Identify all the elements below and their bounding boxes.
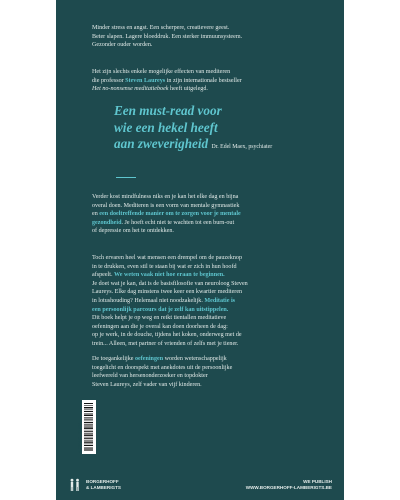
publisher-name: [86, 479, 121, 490]
closing-paragraph: [92, 355, 314, 389]
highlight-text: oefeningen: [134, 356, 164, 362]
text-span: die professor: [92, 77, 126, 84]
text-line: toegelicht en doorspekt met anekdotes uit de persoonlijke: [92, 364, 233, 371]
text-span: in zijn internationale bestseller: [165, 77, 242, 84]
publisher-logo-icon: [68, 478, 82, 492]
divider: [116, 177, 136, 178]
text-line: [92, 355, 314, 364]
quote-line: wie een hekel heeft: [114, 119, 218, 135]
text-line: [92, 77, 314, 86]
text-line: overal doen. Mediteren is een vorm van mentale gymnastiek: [92, 202, 240, 209]
text-line: leefwereld van hersenonderzoeker en topdokter: [92, 373, 208, 380]
text-line: Toch ervaren heel wat mensen een drempel om de pauzeknop: [92, 255, 242, 261]
text-line: [92, 271, 314, 280]
intro-line: Minder stress en angst. Een scherpere, creatievere geest.: [92, 25, 230, 31]
barcode-bars: [82, 400, 96, 454]
text-line: op je werk, in de douche, tijdens het koken, onderweg met de: [92, 332, 242, 339]
isbn-number: 9 789463 932943: [77, 420, 82, 453]
text-line: Laureys. Elke dag minstens twee keer een kwartier mediteren: [92, 289, 243, 296]
text-span: worden wetenschappelijk: [163, 356, 227, 362]
text-line: Verder kost mindfulness niks en je kan het elke dag en bijna: [92, 194, 239, 200]
quote-line: Een must-read voor: [114, 103, 222, 118]
text-line: [92, 306, 314, 315]
book-back-cover: [56, 0, 344, 500]
text-line: trein... Alleen, met partner of vrienden of zelfs met je tiener.: [92, 340, 239, 347]
text-line: Dit boek helpt je op weg en reikt tientallen meditatieve: [92, 315, 227, 322]
we-publish-text: WE PUBLISH: [303, 479, 332, 484]
publisher-name-line: & LAMBERIGTS: [86, 484, 121, 490]
text-span: afspeelt.: [92, 272, 114, 279]
quote-line: [114, 136, 324, 156]
highlight-text: gezondheid: [92, 219, 122, 226]
text-line: [92, 210, 314, 219]
highlight-text: We weten vaak niet hoe eraan te beginnen.: [114, 272, 225, 279]
highlight-text: een doeltreffende manier om te zorgen voor je mentale: [99, 211, 241, 218]
publisher-url: WWW.BORGERHOFF-LAMBERIGTS.BE: [245, 484, 332, 490]
intro-paragraph: [92, 24, 314, 50]
publisher-name-line: BORGERHOFF: [86, 479, 119, 484]
text-line: [92, 85, 314, 94]
text-line: Steven Laureys, zelf vader van vijf kinderen.: [92, 381, 202, 388]
intro-line: Gezonder ouder worden.: [92, 42, 153, 49]
text-span: en: [92, 211, 100, 218]
text-span: heeft uitgelegd.: [168, 86, 208, 93]
text-line: [92, 219, 314, 228]
text-line: Je doet wat je kan, dat is de basisfilosofie van neuroloog Steven: [92, 280, 248, 287]
quote-line-text: aan zweverigheid: [114, 136, 209, 152]
author-paragraph: [92, 68, 314, 94]
text-line: of depressie om het te ontdekken.: [92, 228, 174, 235]
text-line: in te drukken, even stil te staan bij wat er zich in hun hoofd: [92, 263, 237, 270]
book-title: Het no-nonsense meditatieboek: [92, 86, 169, 93]
text-span: . Je hoeft echt niet te wachten tot een burn-out: [121, 219, 235, 226]
text-span: in lotushouding? Helemaal niet noodzakelijk.: [92, 297, 205, 304]
pull-quote: [114, 103, 324, 156]
author-name: Steven Laureys: [125, 77, 166, 84]
barcode: [82, 400, 96, 454]
mindfulness-paragraph: [92, 193, 314, 236]
method-paragraph: [92, 254, 314, 349]
quote-attribution: Dr. Edel Maex, psychiater: [211, 144, 273, 151]
text-line: Het zijn slechts enkele mogelijke effecten van mediteren: [92, 69, 231, 75]
text-line: oefeningen aan die je overal kan doen doorheen de dag:: [92, 323, 228, 330]
text-span: De toegankelijke: [92, 356, 135, 362]
highlight-text: Meditatie is: [204, 297, 236, 304]
publisher-tagline: [246, 479, 332, 490]
intro-line: Beter slapen. Lagere bloeddruk. Een sterker immuunsysteem.: [92, 33, 243, 40]
text-line: [92, 297, 314, 306]
highlight-text: een persoonlijk parcours dat je zelf kan uitstippelen.: [92, 306, 229, 313]
